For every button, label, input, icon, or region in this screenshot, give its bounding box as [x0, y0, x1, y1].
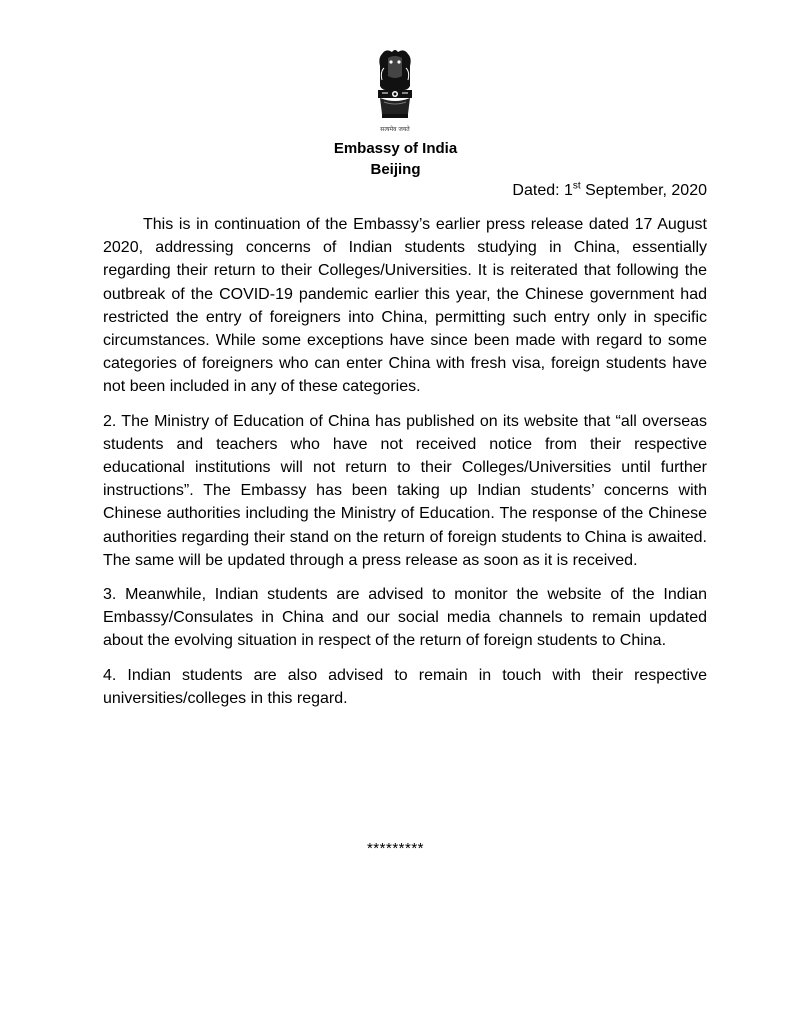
svg-text:सत्यमेव जयते: सत्यमेव जयते [380, 126, 410, 133]
date-prefix: Dated: 1 [512, 182, 573, 199]
paragraph-3: 3. Meanwhile, Indian students are advised to monitor the website of the Indian Embassy/Consulates in China and our social media channels to remain updated about the evolving situation in respect of the return of foreign students to China. [103, 586, 707, 650]
closing-asterisks: ********* [366, 840, 425, 857]
paragraph-4: 4. Indian students are also advised to remain in touch with their respective universities/colleges in this regard. [103, 666, 707, 707]
press-release-body [103, 213, 707, 721]
org-city: Beijing [370, 161, 421, 178]
org-name: Embassy of India [333, 140, 458, 157]
paragraph-1: This is in continuation of the Embassy’s earlier press release dated 17 August 2020, addressing concerns of Indian students studying in China, essentially regarding their return to their Colleges/Universities. It is reiterated that following the outbreak of the COVID-19 pandemic earlier this year, the Chinese government had restricted the entry of foreigners into China, permitting such entry only in specific circumstances. While some exceptions have since been made with regard to some categories of foreigners who can enter China with fresh visa, foreign students have not been included in any of these categories. [103, 216, 707, 396]
date-rest: September, 2020 [580, 182, 707, 199]
national-emblem [360, 46, 430, 138]
date-ordinal-suffix: st [572, 180, 581, 192]
paragraph-2: 2. The Ministry of Education of China has published on its website that “all overseas students and teachers who have not received notice from their respective educational institutions will not return to their Colleges/Universities until further instructions”. The Embassy has been taking up Indian students’ concerns with Chinese authorities including the Ministry of Education. The response of the Chinese authorities regarding their stand on the return of foreign students to China is awaited. The same will be updated through a press release as soon as it is received. [103, 412, 707, 569]
date-line [512, 180, 707, 202]
